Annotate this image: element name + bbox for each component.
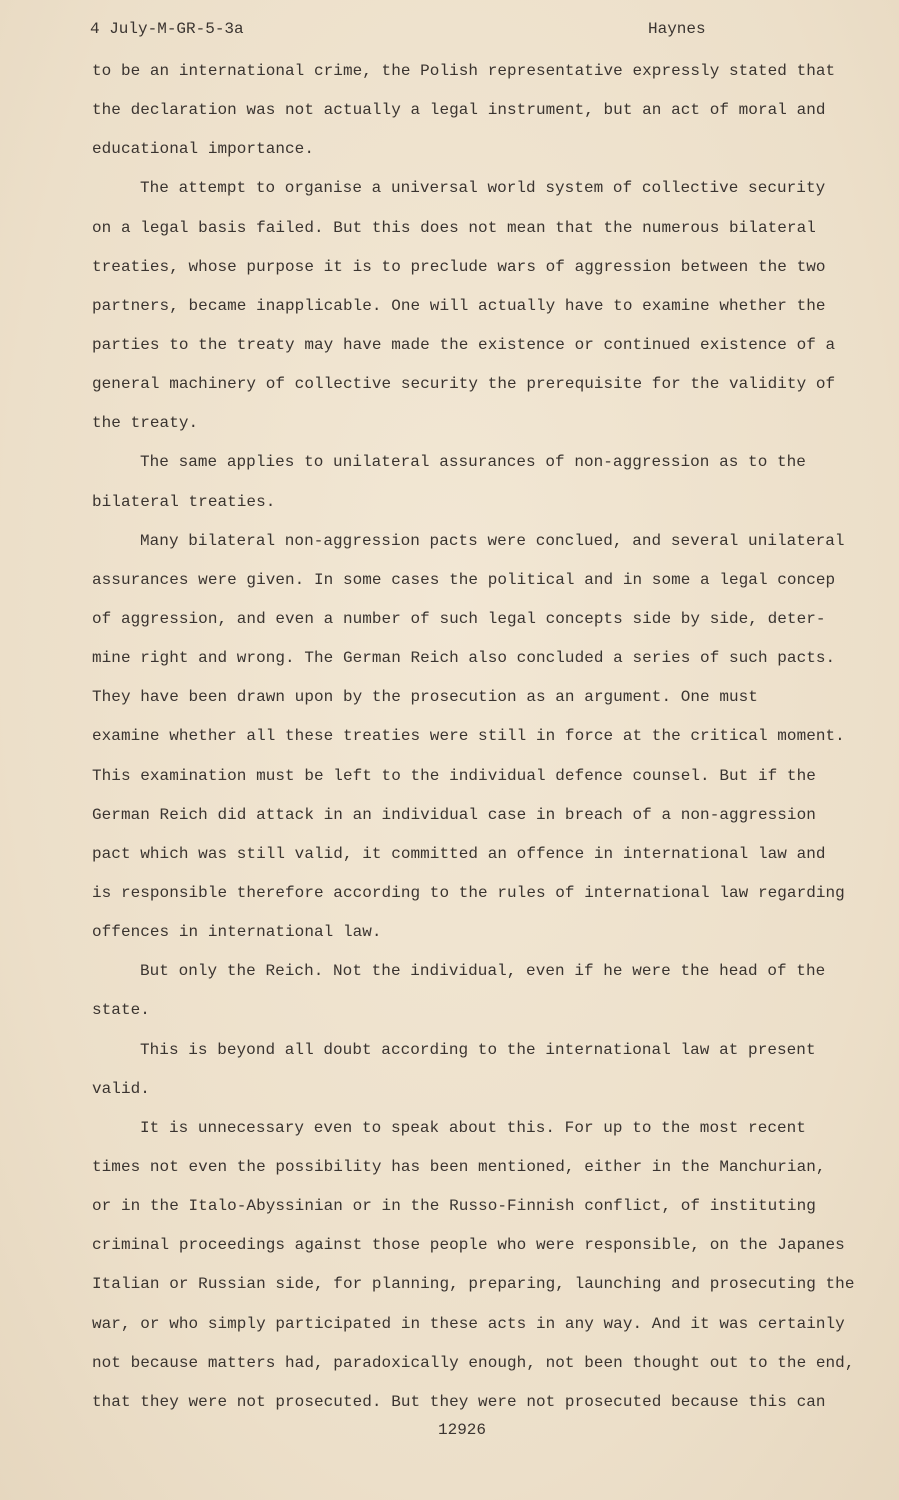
speaker-name: Haynes (648, 20, 706, 38)
text-line: The same applies to unilateral assurances of non-aggression as to the (140, 453, 806, 472)
text-line: examine whether all these treaties were still in force at the critical moment. (92, 727, 845, 746)
text-line: mine right and wrong. The German Reich also concluded a series of such pacts. (92, 649, 836, 668)
text-line: times not even the possibility has been mentioned, either in the Manchurian, (92, 1157, 826, 1176)
text-line: The attempt to organise a universal world system of collective security (140, 179, 826, 198)
text-line: offences in international law. (92, 923, 382, 942)
text-line: or in the Italo-Abyssinian or in the Russo-Finnish conflict, of instituting (92, 1197, 816, 1216)
text-line: parties to the treaty may have made the existence or continued existence of a (92, 335, 836, 354)
text-line: They have been drawn upon by the prosecution as an argument. One must (92, 688, 758, 707)
text-line: to be an international crime, the Polish representative expressly stated that (92, 62, 836, 80)
text-line: on a legal basis failed. But this does not mean that the numerous bilateral (92, 218, 816, 237)
text-line: This is beyond all doubt according to the international law at present (140, 1040, 816, 1059)
text-line: Many bilateral non-aggression pacts were conclued, and several unilateral (140, 531, 845, 550)
text-line: pact which was still valid, it committed an offence in international law and (92, 844, 826, 863)
text-line: bilateral treaties. (92, 492, 276, 511)
text-line: It is unnecessary even to speak about this. For up to the most recent (140, 1118, 806, 1137)
text-line: educational importance. (92, 140, 314, 159)
text-line: German Reich did attack in an individual case in breach of a non-aggression (92, 805, 816, 824)
document-reference: 4 July-M-GR-5-3a (90, 20, 244, 38)
text-line: valid. (92, 1079, 150, 1098)
text-line: criminal proceedings against those people who were responsible, on the Japanes (92, 1236, 845, 1255)
text-line: the declaration was not actually a legal instrument, but an act of moral and (92, 101, 826, 120)
text-line: assurances were given. In some cases the political and in some a legal concep (92, 570, 836, 589)
text-line: is responsible therefore according to the rules of international law regarding (92, 883, 845, 902)
text-line: not because matters had, paradoxically enough, not been thought out to the end, (92, 1353, 855, 1372)
text-line: state. (92, 1001, 150, 1020)
text-line: This examination must be left to the individual defence counsel. But if the (92, 766, 816, 785)
text-line: partners, became inapplicable. One will actually have to examine whether the (92, 296, 826, 315)
text-line: treaties, whose purpose it is to preclude wars of aggression between the two (92, 257, 826, 276)
text-line: the treaty. (92, 414, 199, 433)
text-line: war, or who simply participated in these acts in any way. And it was certainly (92, 1314, 845, 1333)
document-body (92, 60, 872, 1430)
text-line: that they were not prosecuted. But they were not prosecuted because this can (92, 1392, 826, 1411)
page-number: 12926 (438, 1421, 487, 1439)
text-line: Italian or Russian side, for planning, preparing, launching and prosecuting the (92, 1275, 855, 1294)
text-line: of aggression, and even a number of such legal concepts side by side, deter- (92, 609, 826, 628)
text-line: But only the Reich. Not the individual, even if he were the head of the (140, 962, 826, 981)
text-line: general machinery of collective security the prerequisite for the validity of (92, 375, 836, 394)
